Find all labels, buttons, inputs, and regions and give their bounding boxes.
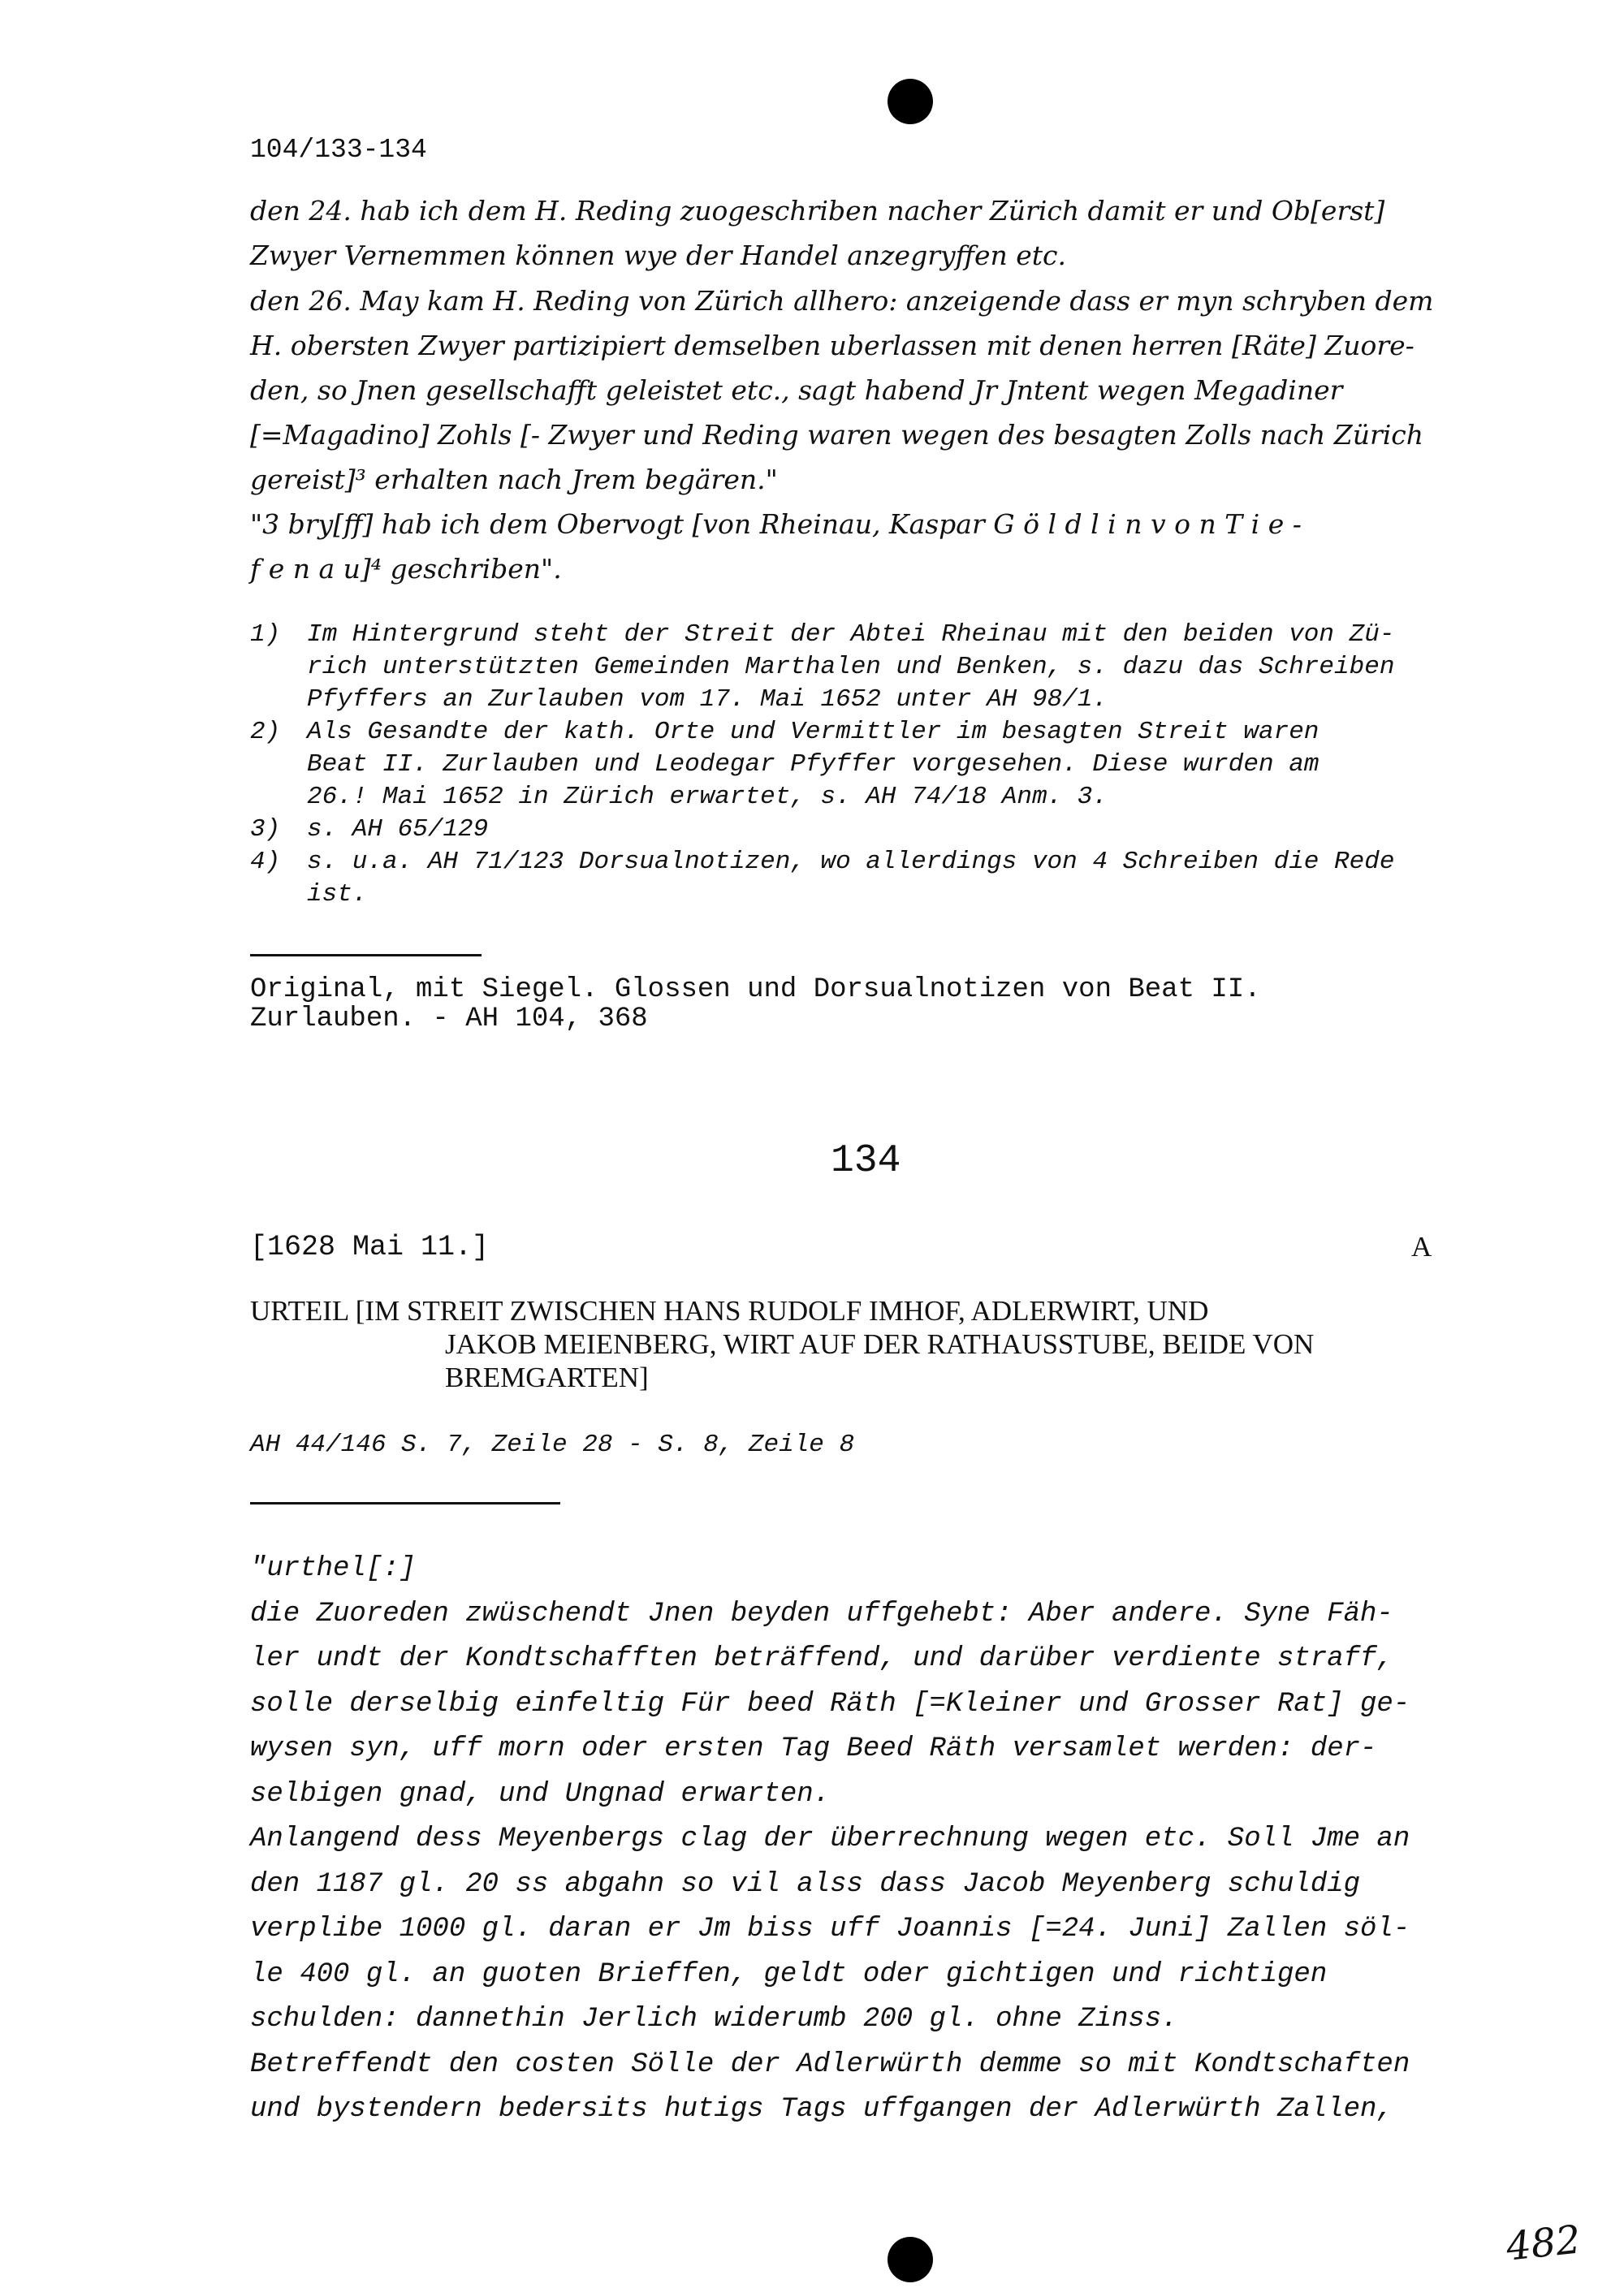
footnote-line: 26.! Mai 1652 in Zürich erwartet, s. AH 74/18 Anm. 3. <box>307 783 1108 811</box>
document-date: [1628 Mai 11.] <box>250 1231 490 1263</box>
body-line: den 1187 gl. 20 ss abgahn so vil alss dass Jacob Meyenberg schuldig <box>250 1869 1361 1900</box>
body-line: Anlangend dess Meyenbergs clag der überrechnung wegen etc. Soll Jme an <box>250 1824 1410 1854</box>
body-line: ler undt der Kondtschafften beträffend, und darüber verdiente straff, <box>250 1643 1393 1674</box>
body-line: le 400 gl. an guoten Brieffen, geldt oder gichtigen und richtigen <box>250 1959 1328 1990</box>
source-reference: AH 44/146 S. 7, Zeile 28 - S. 8, Zeile 8 <box>250 1431 855 1459</box>
document-letter: A <box>1411 1231 1432 1263</box>
footnote-number: 4) <box>250 848 281 876</box>
footnote-line: s. u.a. AH 71/123 Dorsualnotizen, wo allerdings von 4 Schreiben die Rede <box>307 848 1395 876</box>
handwritten-page-number: 482 <box>1504 2217 1583 2270</box>
transcript-line: den 24. hab ich dem H. Reding zuogeschriben nacher Zürich damit er und Ob[erst] <box>250 195 1385 227</box>
transcript-line: gereist]³ erhalten nach Jrem begären." <box>250 464 778 495</box>
archive-reference: 104/133-134 <box>250 135 427 165</box>
footnote-line: Pfyffers an Zurlauben vom 17. Mai 1652 unter AH 98/1. <box>307 685 1108 714</box>
punch-hole-bottom <box>888 2237 933 2282</box>
transcript-line: den, so Jnen gesellschafft geleistet etc., sagt habend Jr Jntent wegen Megadiner <box>250 374 1343 406</box>
footnote-number: 1) <box>250 620 281 649</box>
body-line: selbigen gnad, und Ungnad erwarten. <box>250 1779 831 1810</box>
transcript-line: "3 bry[ff] hab ich dem Obervogt [von Rheinau, Kaspar G ö l d l i n v o n T i e - <box>250 508 1302 540</box>
body-line: solle derselbig einfeltig Für beed Räth [=Kleiner und Grosser Rat] ge- <box>250 1689 1410 1720</box>
body-line: verplibe 1000 gl. daran er Jm biss uff Joannis [=24. Juni] Zallen söl- <box>250 1914 1410 1945</box>
body-line: und bystendern bedersits hutigs Tags uffgangen der Adlerwürth Zallen, <box>250 2094 1393 2125</box>
divider-rule <box>250 954 482 956</box>
footnote-line: rich unterstützten Gemeinden Marthalen und Benken, s. dazu das Schreiben <box>307 653 1395 681</box>
heading-line: BREMGARTEN] <box>445 1362 649 1393</box>
transcript-line: f e n a u]⁴ geschriben". <box>250 553 562 585</box>
document-number: 134 <box>831 1139 901 1183</box>
body-line: Betreffendt den costen Sölle der Adlerwürth demme so mit Kondtschaften <box>250 2049 1410 2080</box>
body-line: "urthel[:] <box>250 1553 417 1584</box>
heading-line: JAKOB MEIENBERG, WIRT AUF DER RATHAUSSTUBE, BEIDE VON <box>445 1328 1315 1360</box>
punch-hole-top <box>888 79 933 124</box>
footnote-line: Beat II. Zurlauben und Leodegar Pfyffer vorgesehen. Diese wurden am <box>307 750 1320 779</box>
footnote-line: s. AH 65/129 <box>307 815 489 844</box>
transcript-line: H. obersten Zwyer partizipiert demselben uberlassen mit denen herren [Räte] Zuore- <box>250 330 1415 361</box>
transcript-line: den 26. May kam H. Reding von Zürich allhero: anzeigende dass er myn schryben dem <box>250 285 1434 317</box>
footnote-line: ist. <box>307 880 368 909</box>
body-line: die Zuoreden zwüschendt Jnen beyden uffgehebt: Aber andere. Syne Fäh- <box>250 1599 1393 1630</box>
heading-line: URTEIL [IM STREIT ZWISCHEN HANS RUDOLF IMHOF, ADLERWIRT, UND <box>250 1295 1209 1327</box>
divider-rule <box>250 1502 560 1504</box>
body-line: wysen syn, uff morn oder ersten Tag Beed Räth versamlet werden: der- <box>250 1733 1377 1764</box>
footnote-number: 3) <box>250 815 281 844</box>
footnote-line: Als Gesandte der kath. Orte und Vermittler im besagten Streit waren <box>307 718 1320 746</box>
transcript-line: [=Magadino] Zohls [- Zwyer und Reding waren wegen des besagten Zolls nach Zürich <box>250 419 1424 451</box>
source-note-line: Original, mit Siegel. Glossen und Dorsualnotizen von Beat II. <box>250 974 1261 1005</box>
footnote-number: 2) <box>250 718 281 746</box>
transcript-line: Zwyer Vernemmen können wye der Handel anzegryffen etc. <box>250 240 1067 271</box>
footnote-line: Im Hintergrund steht der Streit der Abtei Rheinau mit den beiden von Zü- <box>307 620 1395 649</box>
source-note-line: Zurlauben. - AH 104, 368 <box>250 1004 648 1034</box>
body-line: schulden: dannethin Jerlich widerumb 200 gl. ohne Zinss. <box>250 2004 1178 2035</box>
